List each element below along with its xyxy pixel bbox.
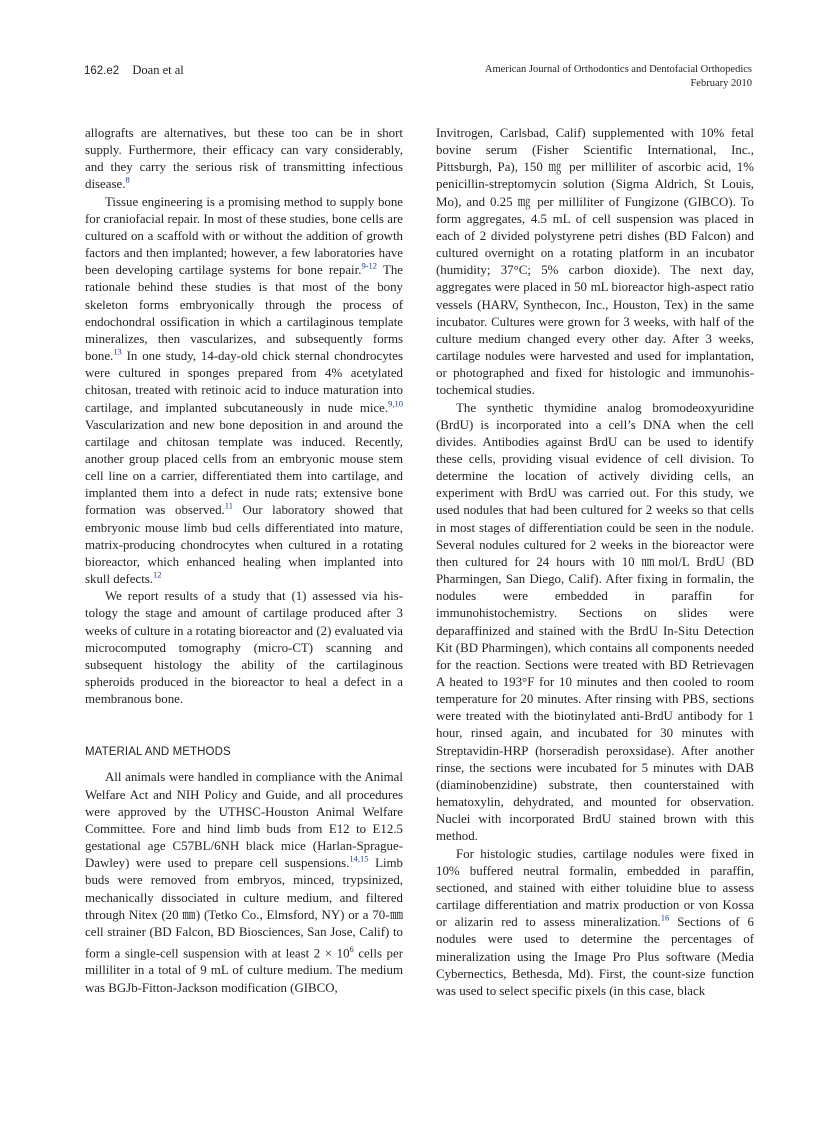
paragraph xyxy=(85,194,403,589)
right-column xyxy=(436,125,754,1000)
paragraph-text: For histologic studies, cartilage nodules were fixed in 10% buffered neutral formalin, embedded in paraffin, sectioned, and stained with either toluidine blue to assess cartilage differentiation and matrix production or von Kossa or alizarin red to assess mineralization. xyxy=(436,846,754,930)
paragraph-text: Vascularization and new bone deposition in and around the cartilage and chitosan template was induced. Recently, another group placed cells from an embryonic mouse stem cell line on a carrier, differentiated them into cartilage, and implanted them into a defect in nude rats; extensive bone formation was observed. xyxy=(85,417,403,518)
citation-ref[interactable]: 9-12 xyxy=(361,260,378,271)
paragraph-text: allografts are alternatives, but these too can be in short supply. Furthermore, their efficacy can vary considerably, and they carry the serious risk of transmitting infectious disease. xyxy=(85,126,403,192)
journal-title: American Journal of Orthodontics and Dentofacial Orthopedics xyxy=(484,64,752,75)
citation-ref[interactable]: 11 xyxy=(224,501,233,512)
citation-ref[interactable]: 14,15 xyxy=(349,853,369,864)
running-header-right xyxy=(485,63,752,91)
paragraph-text: The rationale behind these studies is that most of the bony skeleton forms embryonically through the process of endochondral ossification in which a cartilaginous template mineralizes, then vascularizes, and subsequently forms bone. xyxy=(85,263,404,364)
paragraph-text: Tissue engineering is a promising method to supply bone for craniofacial repair. In most of these studies, bone cells are cultured on a scaffold with or without the addition of growth factors and then implanted; however, a few laboratories have been developing cartilage systems for bone repair. xyxy=(85,194,403,278)
citation-ref[interactable]: 12 xyxy=(153,569,162,580)
paragraph-text: Our laboratory showed that embryonic mouse limb bud cells differentiated into mature, matrix-producing chondrocytes when cultured in a rotating bioreactor, which enhanced healing when implanted into skull defects. xyxy=(85,503,403,587)
citation-ref[interactable]: 16 xyxy=(660,912,670,923)
paragraph xyxy=(436,846,754,1000)
paragraph xyxy=(85,588,403,708)
paragraph-text: cells per milliliter in a total of 9 mL of culture medium. The medium was BGJb-Fitton-Jackson modification (GIBCO, xyxy=(85,946,403,995)
paragraph xyxy=(85,769,403,996)
paragraph-text: In one study, 14-day-old chick sternal chondrocytes were cultured in sponges prepared from 4% acetylated chitosan, treated with retinoic acid to induce maturation into cartilage, and implanted subcutaneously in nude mice. xyxy=(85,349,403,415)
citation-ref[interactable]: 8 xyxy=(125,175,130,186)
paragraph-text: We report results of a study that (1) assessed via histology the stage and amount of cartilage produced after 3 weeks of culture in a rotating bioreactor and (2) evaluated via microcomputed tomography (micro-CT) scanning and subsequent histology the ability of the cartilaginous spheroids produced in the bioreactor to heal a defect in a membranous bone. xyxy=(85,589,403,707)
paragraph-text: The synthetic thymidine analog bromodeoxyuridine (BrdU) is incorporated into a cell’s DNA when the cell divides. Antibodies against BrdU can be used to identify these cells, providing visual evidence of cell division. To determine the location of actively dividing cells, an experiment with BrdU was carried out. For this study, we used nodules that had been cultured for 2 weeks so that cells in most stages of differentiation could be seen in the nodule. Several nodules cultured for 2 weeks in the bioreactor were then cultured for 24 hours with 10 ㎚mol/L BrdU (BD Pharmingen, San Diego, Calif). After fixing in formalin, the nodules were embedded in paraffin for immunohistochemistry. Sections on slides were deparaffinized and stained with the BrdU In-Situ Detection Kit (BD Pharmingen), which contains all components needed for the reaction. Sections were treated with BD Retrievagen A heated to 193°F for 10 minutes and then cooled to room temperature for 20 minutes. After rinsing with PBS, sections were treated with the biotinylated anti-BrdU antibody for 1 hour, rinsed again, and incubated for 30 minutes with Streptavidin-HRP (horseradish peroxsidase). After another rinse, the sections were incubated for 5 minutes with DAB (diaminobenzidine) substrate, then counterstained with hematoxylin, dehydrated, and mounted for observation. Nuclei with incorporated BrdU stained brown with this method. xyxy=(436,400,754,844)
citation-ref[interactable]: 13 xyxy=(113,346,122,357)
running-header-left xyxy=(84,63,184,78)
exponent: 6 xyxy=(349,944,354,955)
page-number: 162.e2 xyxy=(84,65,120,77)
paragraph xyxy=(436,125,754,400)
paragraph-text: Invitrogen, Carlsbad, Calif) supplemented with 10% fetal bovine serum (Fisher Scientific International, Inc., Pittsburgh, Pa), 150 ㎎ per milliliter of ascorbic acid, 1% penicillin-streptomycin solution (Sigma Aldrich, St Louis, Mo), and 0.25 ㎎ per milliliter of Fungizone (GIBCO). To form aggregates, 4.5 mL of cell suspension was placed in each of 2 divided polystyrene petri dishes (BD Falcon) and cultured overnight on a rotating platform in an incubator (humidity; 37°C; 5% carbon dioxide). The next day, aggregates were placed in 50 mL bioreactor high-aspect ratio vessels (HARV, Synthecon, Inc., Houston, Tex) in the same incubator. Cultures were grown for 3 weeks, with half of the culture medium changed every other day. After 3 weeks, cartilage nodules were harvested and used for implantation, or photographed and fixed for histologic and immunohistochemical studies. xyxy=(436,126,754,398)
left-column xyxy=(85,125,403,997)
paragraph xyxy=(436,400,754,846)
citation-ref[interactable]: 9,10 xyxy=(388,398,403,409)
paragraph-text: All animals were handled in compliance with the Animal Welfare Act and NIH Policy and Guide, and all procedures were approved by the UTHSC-Houston Animal Welfare Committee. Fore and hind limb buds from E12 to E12.5 gestational age C57BL/6NH black mice (Harlan-Sprague-Dawley) were used to prepare cell suspensions. xyxy=(85,770,403,871)
issue-date: February 2010 xyxy=(690,78,752,89)
paragraph-text: Sections of 6 nodules were used to determine the percentages of mineralization using the Image Pro Plus software (Media Cybernectics, Bethesda, Md). First, the count-size function was used to select specific pixels (in this case, black xyxy=(436,915,754,998)
running-author: Doan et al xyxy=(132,63,184,77)
section-heading: MATERIAL AND METHODS xyxy=(85,746,231,759)
paragraph-text: Limb buds were removed from embryos, minced, trypsinized, mechanically dissociated in culture medium, and filtered through Nitex (20 ㎜) (Tetko Co., Elmsford, NY) or a 70-㎜ cell strainer (BD Falcon, BD Biosciences, San Jose, Calif) to form a single-cell suspension with at least 2 × 10 xyxy=(85,856,404,961)
paragraph xyxy=(85,125,403,194)
